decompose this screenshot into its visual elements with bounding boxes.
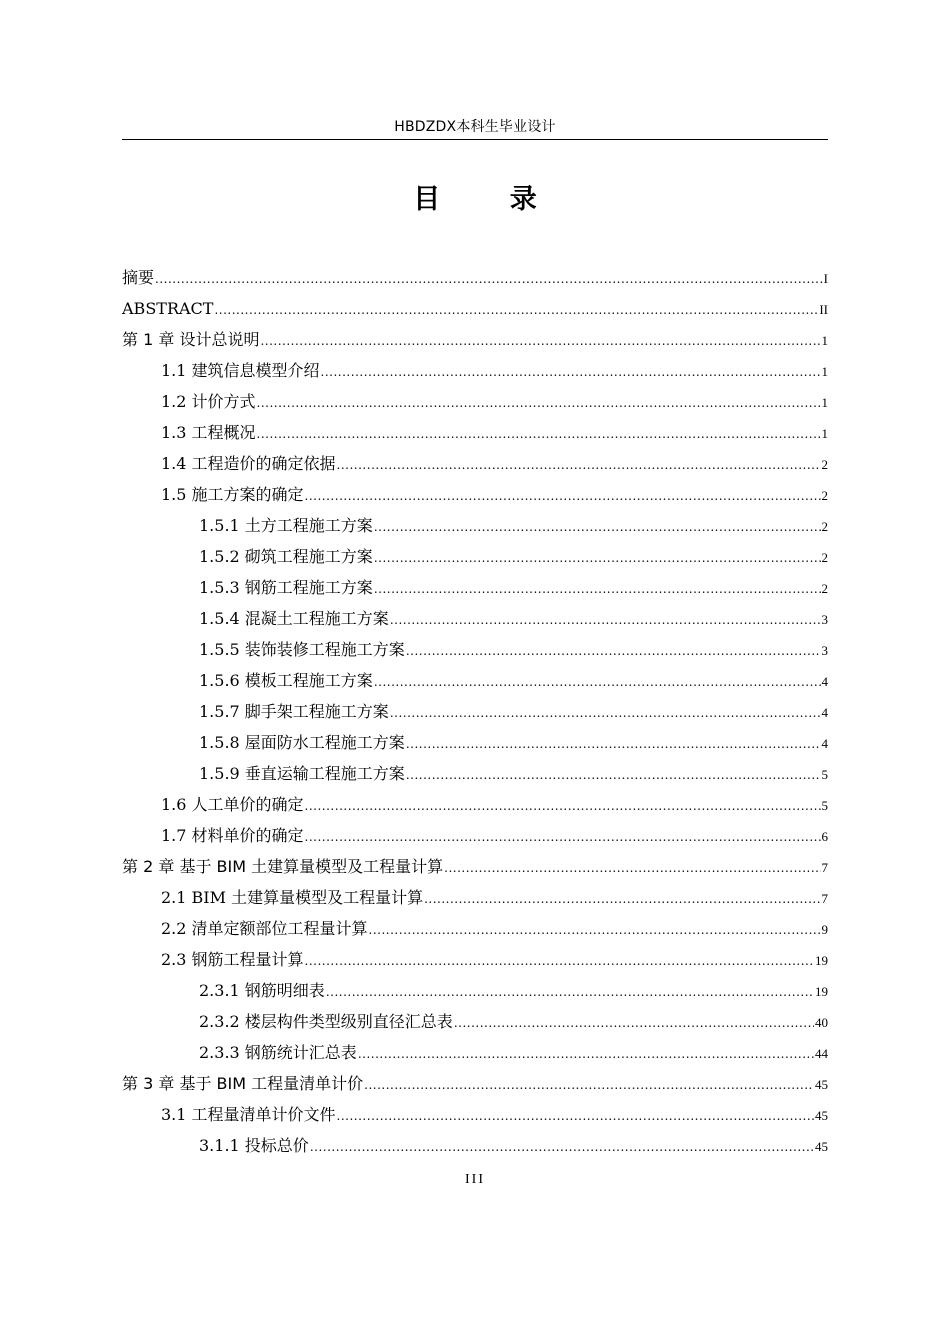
toc-entry-page: 3 <box>821 612 828 627</box>
toc-entry-1-7[interactable] <box>122 820 828 851</box>
toc-entry-label: 1.5.2 砌筑工程施工方案 <box>199 547 373 566</box>
toc-entry-page: 5 <box>821 798 828 813</box>
toc-entry-1-5[interactable] <box>122 479 828 510</box>
toc-dot-leader <box>374 665 821 698</box>
toc-entry-label: 1.3 工程概况 <box>161 423 256 442</box>
toc-entry-label: 3.1.1 投标总价 <box>199 1136 309 1155</box>
toc-entry-page: 45 <box>815 1139 828 1154</box>
toc-entry-1-5-6[interactable] <box>122 665 828 696</box>
toc-entry-label: 1.5.5 装饰装修工程施工方案 <box>199 640 405 659</box>
toc-entry-1-3[interactable] <box>122 417 828 448</box>
toc-entry-page: 2 <box>821 457 828 472</box>
toc-entry-label: 1.5.8 屋面防水工程施工方案 <box>199 733 405 752</box>
toc-entry-label: 第 3 章 基于 BIM 工程量清单计价 <box>122 1074 364 1093</box>
toc-entry-page: 5 <box>821 767 828 782</box>
toc-entry-abstract-zh[interactable] <box>122 262 828 293</box>
toc-dot-leader <box>305 479 821 512</box>
toc-entry-page: 6 <box>821 829 828 844</box>
toc-entry-label: 2.3.2 楼层构件类型级别直径汇总表 <box>199 1012 453 1031</box>
toc-dot-leader <box>369 913 821 946</box>
toc-entry-abstract-en[interactable] <box>122 293 828 324</box>
toc-entry-label: 1.5.1 土方工程施工方案 <box>199 516 373 535</box>
toc-entry-page: I <box>823 271 828 286</box>
toc-dot-leader <box>257 417 821 450</box>
toc-entry-page: 1 <box>821 426 828 441</box>
toc-entry-label: 3.1 工程量清单计价文件 <box>161 1105 336 1124</box>
toc-entry-1-4[interactable] <box>122 448 828 479</box>
toc-entry-page: 3 <box>821 643 828 658</box>
toc-entry-page: 7 <box>821 860 828 875</box>
page-number: III <box>465 1172 485 1187</box>
toc-entry-page: 45 <box>815 1077 828 1092</box>
toc-dot-leader <box>406 727 821 760</box>
toc-entry-label: 1.5.3 钢筋工程施工方案 <box>199 578 373 597</box>
toc-dot-leader <box>257 386 821 419</box>
toc-entry-1-5-4[interactable] <box>122 603 828 634</box>
toc-entry-label: 第 2 章 基于 BIM 土建算量模型及工程量计算 <box>122 857 444 876</box>
toc-entry-2-3-2[interactable] <box>122 1006 828 1037</box>
toc-dot-leader <box>390 696 821 729</box>
toc-dot-leader <box>374 541 821 574</box>
toc-entry-label: 1.5.9 垂直运输工程施工方案 <box>199 764 405 783</box>
toc-dot-leader <box>424 882 820 915</box>
toc-entry-2-3-1[interactable] <box>122 975 828 1006</box>
toc-entry-label: 第 1 章 设计总说明 <box>122 330 260 349</box>
toc-dot-leader <box>214 293 818 326</box>
toc-dot-leader <box>374 510 821 543</box>
toc-dot-leader <box>358 1037 814 1070</box>
toc-dot-leader <box>305 820 821 853</box>
toc-entry-page: 2 <box>821 550 828 565</box>
header-divider <box>122 139 828 140</box>
toc-dot-leader <box>155 262 823 295</box>
toc-entry-page: 2 <box>821 581 828 596</box>
toc-entry-3-1[interactable] <box>122 1099 828 1130</box>
toc-entry-page: 19 <box>815 984 828 999</box>
toc-entry-label: 1.5 施工方案的确定 <box>161 485 304 504</box>
toc-dot-leader <box>321 355 821 388</box>
toc-entry-page: 9 <box>821 922 828 937</box>
toc-entry-page: 7 <box>821 891 828 906</box>
toc-entry-page: 45 <box>815 1108 828 1123</box>
toc-entry-1-5-8[interactable] <box>122 727 828 758</box>
toc-entry-page: 4 <box>821 736 828 751</box>
toc-dot-leader <box>364 1068 814 1101</box>
toc-entry-1-5-5[interactable] <box>122 634 828 665</box>
toc-entry-page: 40 <box>815 1015 828 1030</box>
toc-dot-leader <box>337 448 821 481</box>
toc-entry-label: 2.1 BIM 土建算量模型及工程量计算 <box>161 888 424 907</box>
toc-entry-1-5-7[interactable] <box>122 696 828 727</box>
toc-entry-label: 1.5.6 模板工程施工方案 <box>199 671 373 690</box>
toc-entry-1-6[interactable] <box>122 789 828 820</box>
toc-entry-label: 1.5.7 脚手架工程施工方案 <box>199 702 389 721</box>
toc-dot-leader <box>337 1099 814 1132</box>
toc-entry-label: 2.3.3 钢筋统计汇总表 <box>199 1043 357 1062</box>
toc-entry-page: 44 <box>815 1046 828 1061</box>
toc-entry-page: II <box>819 302 828 317</box>
toc-entry-2-1[interactable] <box>122 882 828 913</box>
toc-entry-2-2[interactable] <box>122 913 828 944</box>
toc-entry-1-5-1[interactable] <box>122 510 828 541</box>
toc-entry-label: 1.2 计价方式 <box>161 392 256 411</box>
toc-entry-1-5-3[interactable] <box>122 572 828 603</box>
toc-dot-leader <box>454 1006 814 1039</box>
toc-entry-2-3[interactable] <box>122 944 828 975</box>
toc-entry-page: 4 <box>821 674 828 689</box>
toc-entry-page: 1 <box>821 364 828 379</box>
toc-dot-leader <box>406 758 821 791</box>
toc-entry-chapter-3[interactable] <box>122 1068 828 1099</box>
toc-entry-2-3-3[interactable] <box>122 1037 828 1068</box>
toc-entry-label: 1.4 工程造价的确定依据 <box>161 454 336 473</box>
toc-entry-label: 1.1 建筑信息模型介绍 <box>161 361 320 380</box>
toc-entry-label: 1.6 人工单价的确定 <box>161 795 304 814</box>
page-title: 目 录 <box>413 184 567 215</box>
table-of-contents <box>122 262 828 1161</box>
toc-entry-label: 2.2 清单定额部位工程量计算 <box>161 919 368 938</box>
toc-entry-label: 2.3.1 钢筋明细表 <box>199 981 325 1000</box>
toc-dot-leader <box>390 603 821 636</box>
toc-dot-leader <box>260 324 820 357</box>
toc-entry-page: 4 <box>821 705 828 720</box>
toc-entry-1-1[interactable] <box>122 355 828 386</box>
toc-entry-page: 19 <box>815 953 828 968</box>
toc-entry-page: 1 <box>821 395 828 410</box>
toc-entry-1-2[interactable] <box>122 386 828 417</box>
toc-entry-chapter-2[interactable] <box>122 851 828 882</box>
toc-dot-leader <box>305 944 814 977</box>
toc-dot-leader <box>310 1130 814 1163</box>
toc-entry-label: 1.7 材料单价的确定 <box>161 826 304 845</box>
toc-entry-page: 2 <box>821 519 828 534</box>
toc-entry-1-5-9[interactable] <box>122 758 828 789</box>
toc-entry-label: ABSTRACT <box>122 299 214 318</box>
toc-dot-leader <box>305 789 821 822</box>
toc-entry-label: 摘要 <box>122 268 155 287</box>
toc-dot-leader <box>444 851 820 884</box>
toc-entry-label: 1.5.4 混凝土工程施工方案 <box>199 609 389 628</box>
toc-entry-page: 2 <box>821 488 828 503</box>
toc-entry-label: 2.3 钢筋工程量计算 <box>161 950 304 969</box>
toc-entry-page: 1 <box>821 333 828 348</box>
toc-dot-leader <box>374 572 821 605</box>
toc-entry-chapter-1[interactable] <box>122 324 828 355</box>
running-header: HBDZDX本科生毕业设计 <box>394 119 556 135</box>
toc-dot-leader <box>406 634 821 667</box>
toc-entry-3-1-1[interactable] <box>122 1130 828 1161</box>
toc-entry-1-5-2[interactable] <box>122 541 828 572</box>
toc-dot-leader <box>326 975 814 1008</box>
